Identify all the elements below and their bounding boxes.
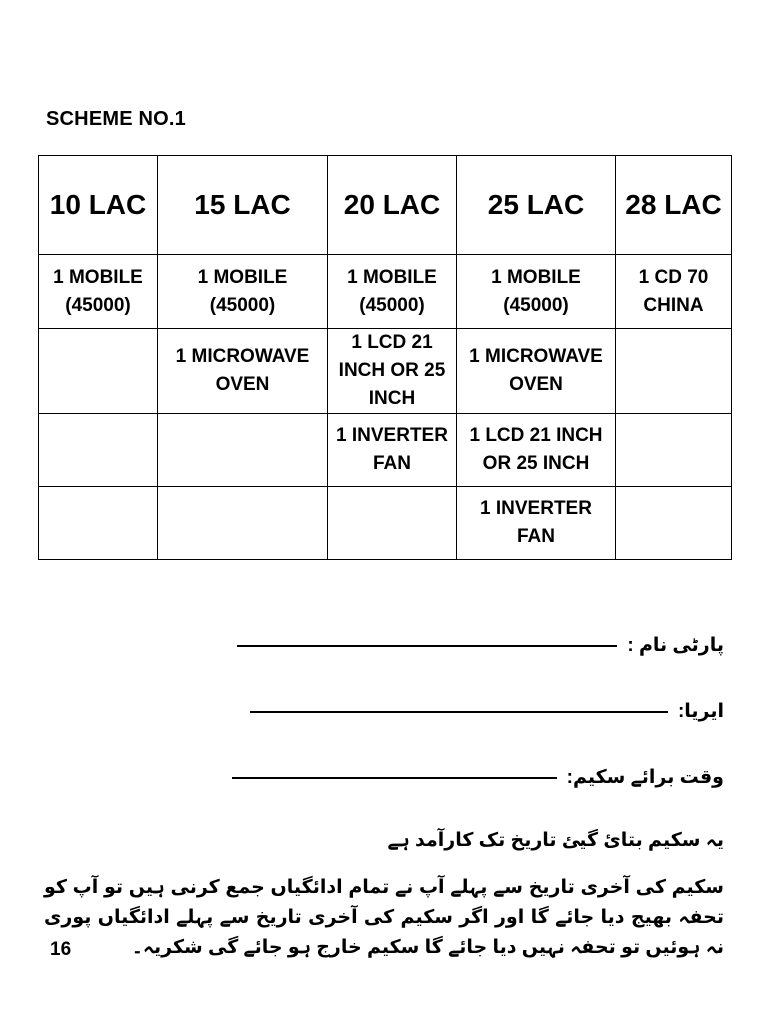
empty-cell (39, 414, 158, 487)
table-cell (328, 329, 457, 414)
cell-line: OR 25 INCH (482, 453, 590, 474)
page-number: 16 (50, 939, 72, 960)
header-28-lac: 28 LAC (616, 156, 732, 255)
cell-line: (45000) (503, 294, 569, 316)
empty-cell (39, 329, 158, 414)
cell-line: FAN (373, 453, 411, 474)
cell-line: 1 LCD 21 INCH (469, 425, 603, 446)
table-row (39, 329, 732, 414)
cell-line: 1 INVERTER (336, 425, 448, 446)
party-name-blank-line (237, 645, 617, 647)
table-header-row (39, 156, 732, 255)
area-blank-line (250, 711, 668, 713)
cell-line: FAN (517, 526, 555, 547)
scheme-time-field (232, 766, 724, 789)
scheme-time-blank-line (232, 777, 557, 779)
table-cell (39, 255, 158, 329)
empty-cell (616, 329, 732, 414)
party-name-field (237, 634, 724, 657)
empty-cell (158, 487, 328, 560)
area-field (250, 700, 724, 723)
table-row (39, 487, 732, 560)
empty-cell (39, 487, 158, 560)
cell-line: (45000) (359, 294, 425, 316)
terms-paragraph: سکیم کی آخری تاریخ سے پہلے آپ نے تمام ادائگیاں جمع کرنی ہیں تو آپ کو تحفہ بھیج دیا جائے گا اور اگر سکیم کی آخری تاریخ سے پہلے ادائگیاں پوری نہ ہوئیں تو تحفہ نہیں دیا جائے گا سکیم خارج ہو جائے گی شکریہ۔ (44, 877, 724, 958)
cell-line: 1 CD 70 (638, 266, 709, 288)
cell-line: 1 MOBILE (53, 266, 143, 288)
table-row (39, 255, 732, 329)
header-15-lac: 15 LAC (158, 156, 328, 255)
cell-line: CHINA (643, 294, 704, 316)
party-name-label: پارٹی نام : (627, 635, 724, 656)
cell-line: (45000) (209, 294, 276, 316)
cell-line: 1 MICROWAVE (469, 346, 603, 367)
scheme-time-label: وقت برائے سکیم: (566, 767, 724, 788)
table-cell (457, 255, 616, 329)
empty-cell (158, 414, 328, 487)
cell-line: 1 MICROWAVE (175, 346, 310, 367)
table-cell (616, 255, 732, 329)
scheme-title: SCHEME NO.1 (46, 108, 187, 130)
table-cell (328, 255, 457, 329)
area-label: ایریا: (677, 701, 724, 722)
validity-note: یہ سکیم بتائ گیئ تاریخ تک کارآمد ہے (387, 830, 724, 851)
table-cell (158, 329, 328, 414)
cell-line: (45000) (65, 294, 131, 316)
cell-line: 1 LCD 21 (351, 332, 433, 353)
cell-line: 1 MOBILE (347, 266, 437, 288)
empty-cell (616, 487, 732, 560)
header-10-lac: 10 LAC (39, 156, 158, 255)
header-20-lac: 20 LAC (328, 156, 457, 255)
cell-line: OVEN (509, 374, 563, 395)
table-cell (328, 414, 457, 487)
table-row (39, 414, 732, 487)
cell-line: INCH (368, 388, 416, 409)
empty-cell (616, 414, 732, 487)
cell-line: 1 INVERTER (480, 498, 592, 519)
cell-line: 1 MOBILE (491, 266, 581, 288)
table-cell (158, 255, 328, 329)
empty-cell (328, 487, 457, 560)
table-cell (457, 487, 616, 560)
scheme-table (38, 155, 732, 560)
table-cell (457, 329, 616, 414)
cell-line: 1 MOBILE (197, 266, 288, 288)
cell-line: OVEN (215, 374, 270, 395)
header-25-lac: 25 LAC (457, 156, 616, 255)
table-cell (457, 414, 616, 487)
cell-line: INCH OR 25 (338, 360, 446, 381)
